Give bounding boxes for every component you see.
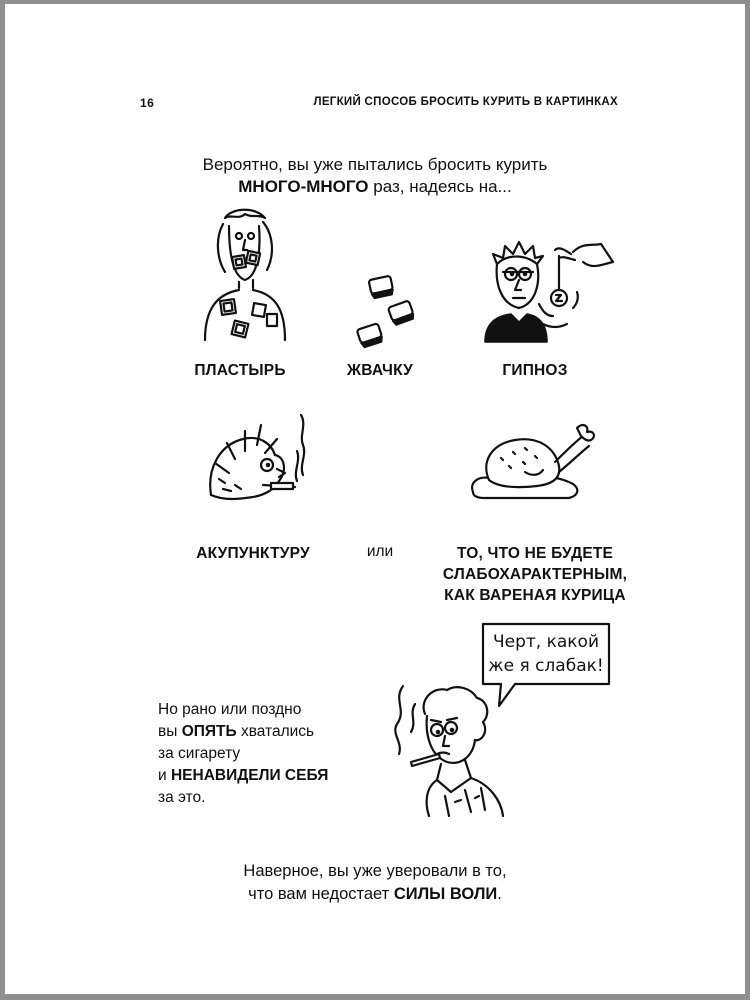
intro-line-1: Вероятно, вы уже пытались бросить курить (202, 155, 548, 174)
side-line-4-bold: НЕНАВИДЕЛИ СЕБЯ (170, 767, 329, 784)
label-chicken-line-2: СЛАБОХАРАКТЕРНЫМ, (442, 566, 628, 583)
side-line-2-pre: вы (158, 723, 182, 740)
closing-line-2-pre: что вам недостает (248, 885, 394, 903)
side-line-2-bold: ОПЯТЬ (181, 723, 237, 740)
speech-line-1: Черт, какой (492, 632, 600, 652)
closing-text (5, 860, 745, 906)
side-line-4-pre: и (158, 767, 171, 784)
side-line-4 (158, 765, 328, 787)
label-hypnosis: ГИПНОЗ (502, 362, 568, 379)
patch-man-illustration (195, 204, 295, 344)
label-chicken (440, 543, 630, 606)
hypnosis-illustration (475, 232, 615, 344)
closing-line-2 (5, 883, 745, 906)
speech-bubble-text (483, 630, 609, 678)
intro-line-2-rest: раз, надеясь на... (368, 177, 512, 196)
side-line-3: за сигарету (158, 745, 241, 762)
intro-text (5, 154, 745, 198)
acupuncture-illustration (205, 409, 325, 509)
closing-line-2-post: . (497, 885, 502, 903)
label-chicken-line-3: КАК ВАРЕНАЯ КУРИЦА (444, 587, 626, 604)
closing-line-1: Наверное, вы уже уверовали в то, (243, 862, 507, 880)
label-chicken-line-1: ТО, ЧТО НЕ БУДЕТЕ (456, 545, 614, 562)
closing-emphasis: СИЛЫ ВОЛИ (393, 885, 498, 903)
running-header: ЛЕГКИЙ СПОСОБ БРОСИТЬ КУРИТЬ В КАРТИНКАХ (313, 96, 618, 108)
side-line-2 (158, 721, 328, 743)
intro-line-2 (5, 176, 745, 198)
smoking-man-illustration (385, 680, 515, 820)
label-acupuncture: АКУПУНКТУРУ (196, 545, 310, 562)
speech-line-2: же я слабак! (488, 656, 604, 676)
page-number: 16 (140, 96, 155, 110)
side-line-1: Но рано или поздно (158, 701, 302, 718)
side-text (158, 699, 328, 809)
side-line-5: за это. (158, 789, 206, 806)
intro-emphasis: МНОГО-МНОГО (238, 177, 369, 196)
side-line-2-post: хватались (236, 723, 315, 740)
label-patch: ПЛАСТЫРЬ (194, 362, 286, 379)
label-or: или (366, 543, 394, 560)
book-page (5, 4, 745, 994)
chicken-illustration (465, 422, 615, 506)
label-gum: ЖВАЧКУ (346, 362, 414, 379)
gum-illustration (350, 272, 430, 352)
